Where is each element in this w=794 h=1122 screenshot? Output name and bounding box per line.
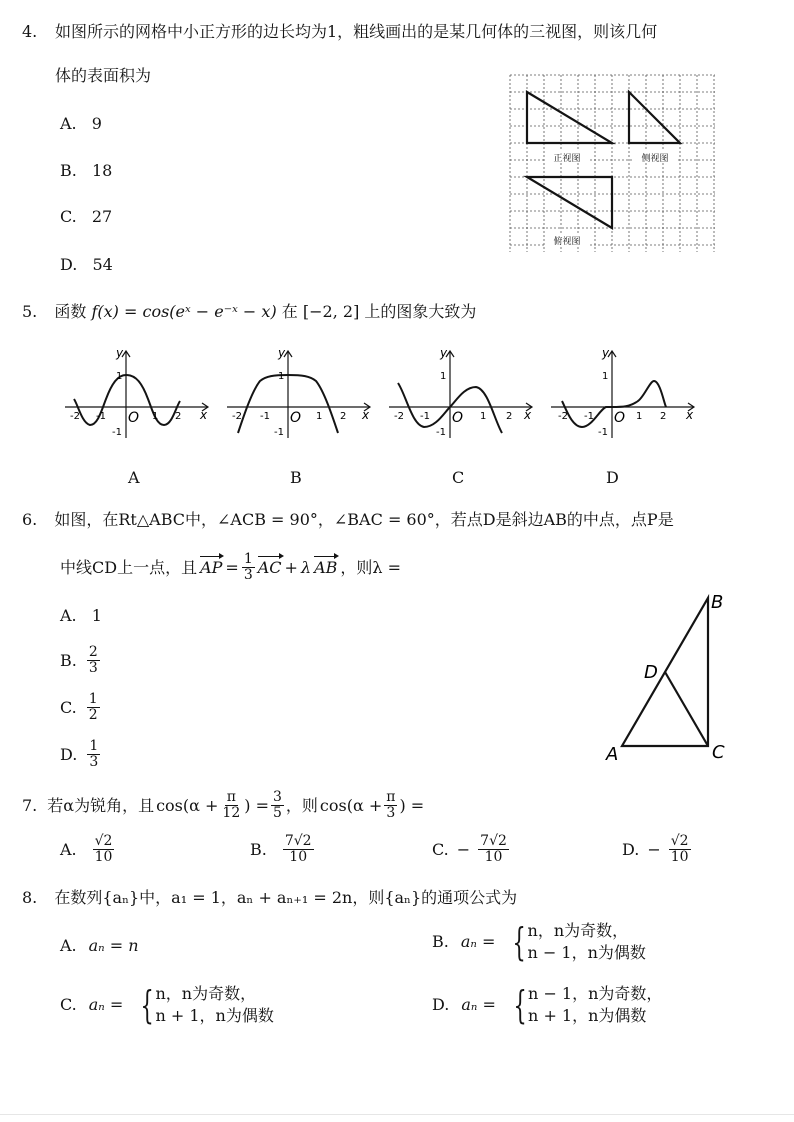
fraction-denominator: 10 — [484, 849, 503, 865]
fraction-denominator: 3 — [243, 567, 253, 583]
graph-d-ylabel: y — [602, 346, 610, 360]
q6-stem-line2 — [60, 552, 401, 583]
option-fraction — [283, 834, 314, 865]
option-letter: A. — [60, 606, 77, 625]
graph-b-origin: O — [290, 410, 302, 426]
graph-b-xlabel: x — [362, 408, 370, 422]
q6-option-c[interactable] — [60, 692, 100, 723]
graph-a-tick-neg2: -2 — [70, 411, 80, 422]
q7-option-b[interactable] — [250, 834, 314, 865]
graph-c-origin: O — [452, 410, 464, 426]
side-view-label: 侧视图 — [641, 154, 669, 164]
graph-d-tick-neg2: -2 — [558, 411, 568, 422]
q4-option-b[interactable] — [60, 161, 112, 181]
graph-d-xlabel: x — [686, 408, 694, 422]
graph-d-origin: O — [614, 410, 626, 426]
option-letter: B. — [60, 161, 77, 180]
q4-stem-line1: 如图所示的网格中小正方形的边长均为1，粗线画出的是某几何体的三视图，则该几何 — [55, 22, 658, 41]
coefficient-fraction — [242, 552, 255, 583]
q4-stem-line2: 体的表面积为 — [55, 66, 152, 85]
q4-number: 4. — [22, 22, 38, 41]
q6-option-b[interactable] — [60, 645, 100, 676]
graph-c-tick-1: 1 — [480, 411, 487, 422]
graph-a-tick-2: 2 — [175, 411, 182, 422]
pi-over-12 — [220, 790, 242, 821]
option-letter: A. — [60, 114, 77, 133]
fraction-numerator: 1 — [89, 738, 99, 754]
q6-stem-text: 如图，在Rt△ABC中，∠ACB = 90°，∠BAC = 60°，若点D是斜边AB的中点，点P是 — [54, 510, 674, 529]
fraction-numerator: π — [386, 789, 396, 805]
option-sign: − — [647, 839, 661, 859]
vector-ap: AP — [200, 557, 223, 577]
graph-a[interactable] — [60, 343, 215, 443]
graph-d-tick-yneg1: -1 — [598, 427, 608, 438]
graph-c-xlabel: x — [524, 408, 532, 422]
fraction-denominator: 10 — [670, 849, 689, 865]
front-view-triangle — [527, 92, 612, 143]
fraction-denominator: 10 — [94, 849, 113, 865]
q8-stem-text: 在数列{aₙ}中，a₁ = 1，aₙ + aₙ₊₁ = 2n，则{aₙ}的通项公式为 — [54, 888, 518, 907]
q7-stem-prefix: 若α为锐角，且 — [47, 795, 155, 815]
fraction-numerator: 1 — [243, 551, 253, 567]
option-letter: C. — [432, 839, 449, 859]
graph-d-tick-y1: 1 — [602, 371, 609, 382]
q7-stem — [22, 790, 424, 821]
graph-c-tick-y1: 1 — [440, 371, 447, 382]
side-view-triangle — [629, 92, 680, 143]
q5-stem-mid: 在 — [281, 302, 298, 321]
graph-a-ylabel: y — [116, 346, 124, 360]
option-fraction — [478, 834, 509, 865]
fraction-denominator: 10 — [289, 849, 308, 865]
q6-line2-suffix: ，则λ = — [340, 557, 402, 577]
fraction-numerator: 7√2 — [480, 833, 507, 849]
graph-b-tick-neg1: -1 — [260, 411, 270, 422]
graph-a-tick-yneg1: -1 — [112, 427, 122, 438]
option-lhs: aₙ = — [460, 932, 496, 951]
option-letter: A. — [60, 936, 77, 955]
q5-number: 5. — [22, 302, 38, 321]
vector-ab: AB — [314, 557, 338, 577]
label-d: D — [644, 662, 658, 683]
graph-b-tick-y1: 1 — [278, 371, 285, 382]
top-view-label: 俯视图 — [553, 237, 581, 247]
graph-a-origin: O — [128, 410, 140, 426]
graph-c-tick-yneg1: -1 — [436, 427, 446, 438]
label-b: B — [711, 592, 724, 613]
q4-option-d[interactable] — [60, 255, 113, 275]
option-text: 1 — [91, 606, 102, 625]
left-brace-icon: { — [140, 983, 155, 1027]
option-letter: D. — [622, 839, 640, 859]
piecewise-brace — [508, 983, 663, 1027]
piecewise-brace — [135, 983, 274, 1027]
q7-option-d[interactable] — [622, 834, 691, 865]
option-letter: C. — [60, 207, 77, 226]
graph-c-ylabel: y — [440, 346, 448, 360]
q6-option-a[interactable] — [60, 606, 102, 626]
piecewise-line1: n − 1，n为奇数， — [528, 984, 663, 1003]
graph-d-tick-1: 1 — [636, 411, 643, 422]
graph-d-tick-neg1: -1 — [584, 411, 594, 422]
option-fraction — [87, 645, 100, 676]
option-fraction — [87, 692, 100, 723]
option-sign: − — [456, 839, 471, 859]
piecewise-line1: n，n为奇数， — [527, 921, 629, 940]
graph-b-caption: B — [290, 468, 302, 487]
option-letter: B. — [250, 839, 267, 859]
graph-b-tick-2: 2 — [340, 411, 347, 422]
median-cd — [665, 672, 708, 746]
q5-stem — [22, 302, 476, 322]
q6-line2-prefix: 中线CD上一点，且 — [60, 557, 198, 577]
q8-option-a[interactable] — [60, 936, 139, 956]
q5-stem-suffix: 上的图象大致为 — [364, 302, 477, 321]
q7-stem-mid: ，则 — [285, 795, 318, 815]
graph-a-tick-y1: 1 — [116, 371, 123, 382]
q4-option-a[interactable] — [60, 114, 102, 134]
q8-stem — [22, 888, 517, 908]
piecewise-brace — [507, 920, 646, 964]
option-lhs: aₙ = — [461, 995, 496, 1014]
piecewise-line2: n + 1，n为偶数 — [528, 1006, 647, 1025]
option-letter: B. — [60, 650, 77, 670]
q7-cos1-left: cos(α + — [156, 795, 219, 815]
piecewise-line2: n + 1，n为偶数 — [155, 1006, 274, 1025]
graph-a-tick-1: 1 — [152, 411, 159, 422]
option-text: 54 — [92, 255, 113, 274]
fraction-denominator: 3 — [89, 754, 99, 770]
fraction-numerator: 2 — [88, 644, 98, 660]
q6-option-d[interactable] — [60, 739, 100, 770]
triangle-figure — [600, 588, 745, 768]
plus-sign: + — [284, 557, 298, 577]
graph-b[interactable] — [222, 343, 377, 443]
left-brace-icon: { — [512, 920, 527, 964]
graph-c-tick-neg1: -1 — [420, 411, 430, 422]
graph-a-tick-neg1: -1 — [96, 411, 106, 422]
front-view-label: 正视图 — [553, 154, 581, 164]
option-text: 9 — [91, 114, 102, 133]
fraction-numerator: π — [226, 789, 236, 805]
q5-interval: [−2, 2] — [302, 302, 360, 321]
q8-option-d[interactable] — [432, 983, 662, 1027]
q8-option-c[interactable] — [60, 983, 274, 1027]
graph-d-caption: D — [606, 468, 619, 487]
page-bottom-divider — [0, 1114, 794, 1115]
option-lhs: aₙ = — [88, 995, 124, 1014]
graph-d-tick-2: 2 — [660, 411, 667, 422]
lambda-symbol: λ — [300, 557, 312, 577]
graph-b-tick-1: 1 — [316, 411, 323, 422]
q6-stem-line1 — [22, 510, 674, 530]
fraction-denominator: 5 — [272, 805, 282, 821]
fraction-numerator: √2 — [94, 833, 113, 849]
piecewise-line1: n，n为奇数， — [155, 984, 257, 1003]
fraction-denominator: 12 — [222, 805, 241, 821]
q7-cos2-right: ) = — [399, 795, 425, 815]
q7-cos2-left: cos(α + — [319, 795, 383, 815]
left-brace-icon: { — [513, 983, 527, 1027]
q8-option-b[interactable] — [432, 920, 646, 964]
piecewise-line2: n − 1，n为偶数 — [527, 943, 646, 962]
graph-c-tick-2: 2 — [506, 411, 513, 422]
equals-sign: = — [225, 557, 239, 577]
graph-c-caption: C — [452, 468, 465, 487]
q7-option-a[interactable] — [60, 834, 114, 865]
graph-b-tick-neg2: -2 — [232, 411, 242, 422]
option-text: 18 — [91, 161, 113, 180]
graph-a-caption: A — [128, 468, 140, 487]
fraction-numerator: √2 — [670, 833, 689, 849]
q7-number: 7. — [22, 795, 38, 815]
option-letter: D. — [60, 744, 78, 764]
fraction-denominator: 2 — [88, 707, 98, 723]
q4-option-c[interactable] — [60, 207, 112, 227]
fraction-denominator: 3 — [386, 805, 396, 821]
option-fraction — [669, 834, 691, 865]
q8-number: 8. — [22, 888, 38, 907]
fraction-numerator: 1 — [88, 691, 98, 707]
option-letter: B. — [432, 932, 449, 951]
top-view-triangle — [527, 177, 612, 228]
option-formula: aₙ = n — [88, 936, 139, 955]
q6-number: 6. — [22, 510, 38, 529]
three-view-figure — [505, 70, 720, 260]
pi-over-3 — [384, 790, 397, 821]
fraction-numerator: 3 — [272, 789, 282, 805]
option-letter: D. — [432, 995, 450, 1014]
graph-a-curve — [74, 375, 180, 425]
graph-d[interactable] — [546, 343, 701, 443]
graph-b-tick-yneg1: -1 — [274, 427, 284, 438]
q7-option-c[interactable] — [432, 834, 509, 865]
label-c: C — [712, 742, 725, 763]
option-text: 27 — [91, 207, 113, 226]
label-a: A — [606, 744, 619, 765]
graph-c-tick-neg2: -2 — [394, 411, 404, 422]
option-letter: C. — [60, 697, 77, 717]
graph-c[interactable] — [384, 343, 539, 443]
q5-stem-prefix: 函数 — [54, 302, 87, 321]
option-letter: D. — [60, 255, 78, 274]
q5-function: f(x) = cos(eˣ − e⁻ˣ − x) — [91, 302, 277, 321]
graph-a-xlabel: x — [200, 408, 208, 422]
fraction-denominator: 3 — [88, 660, 98, 676]
option-letter: C. — [60, 995, 77, 1014]
q7-cos1-right: ) = — [244, 795, 269, 815]
option-letter: A. — [60, 839, 77, 859]
value-fraction — [271, 790, 284, 821]
vector-ac: AC — [257, 557, 282, 577]
option-fraction — [93, 834, 115, 865]
fraction-numerator: 7√2 — [284, 833, 312, 849]
option-fraction — [87, 739, 100, 770]
graph-b-ylabel: y — [278, 346, 286, 360]
